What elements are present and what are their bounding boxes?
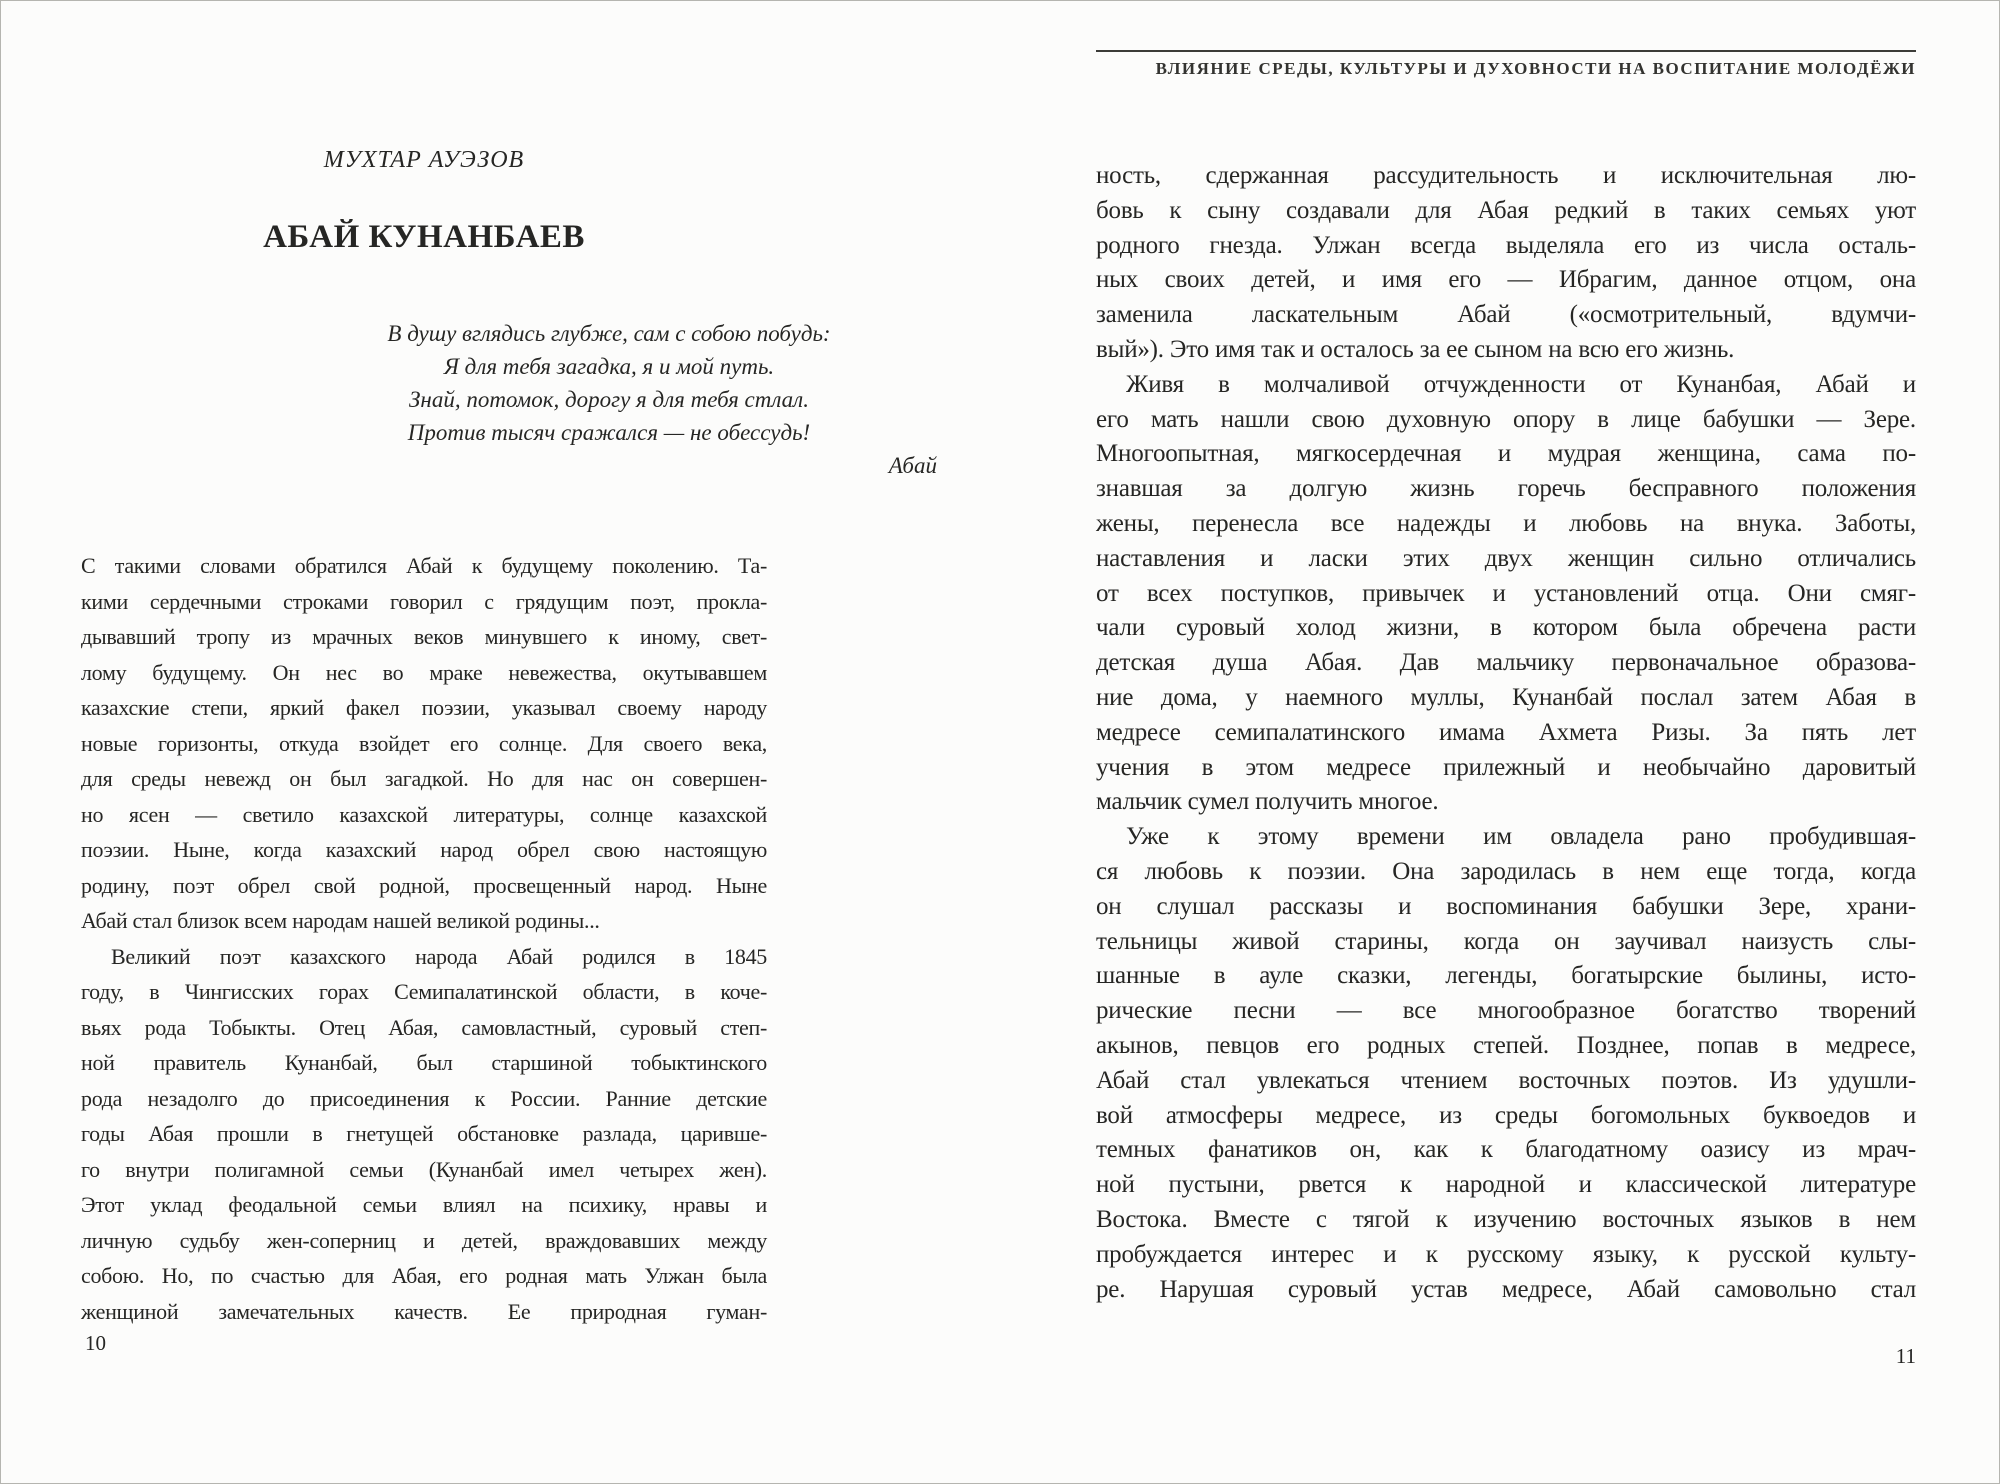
- text-line: акынов, певцов его родных степей. Позднее, попав в медресе,: [1096, 1031, 1916, 1059]
- epigraph-line: В душу вглядись глубже, сам с собою побудь:: [387, 321, 831, 346]
- running-head-rule: [1096, 50, 1916, 52]
- text-line: Живя в молчаливой отчужденности от Кунанбая, Абай и: [1126, 370, 1916, 398]
- text-line: Востока. Вместе с тягой к изучению восточных языков в нем: [1096, 1205, 1916, 1233]
- text-line: Уже к этому времени им овладела рано пробудившая-: [1126, 823, 1916, 851]
- text-line: году, в Чингисских горах Семипалатинской области, в коче-: [81, 979, 767, 1004]
- text-line: вьях рода Тобыкты. Отец Абая, самовластный, суровый степ-: [81, 1014, 767, 1040]
- text-line: казахские степи, яркий факел поэзии, указывал своему народу: [81, 695, 767, 720]
- text-line: тельницы живой старины, когда он заучивал наизусть слы-: [1096, 927, 1916, 955]
- chapter-title: АБАЙ КУНАНБАЕВ: [263, 219, 585, 255]
- text-line: от всех поступков, привычек и установлений отца. Они смяг-: [1096, 579, 1916, 607]
- text-line: бовь к сыну создавали для Абая редкий в таких семьях уют: [1096, 196, 1916, 224]
- text-line: он слушал рассказы и воспоминания бабушки Зере, храни-: [1096, 892, 1916, 920]
- page-number-left: 10: [85, 1331, 106, 1355]
- epigraph-line: Знай, потомок, дорогу я для тебя стлал.: [409, 387, 809, 412]
- text-line: лому будущему. Он нес во мраке невежества, окутывавшем: [81, 659, 767, 685]
- epigraph-attribution: Абай: [888, 453, 937, 478]
- epigraph-line: Против тысяч сражался — не обессудь!: [407, 420, 811, 445]
- text-line: чали суровый холод жизни, в котором была обречена расти: [1096, 614, 1916, 642]
- text-line: темных фанатиков он, как к благодатному оазису из мрач-: [1096, 1136, 1916, 1164]
- text-line: мальчик сумел получить многое.: [1096, 788, 1439, 816]
- text-line: С такими словами обратился Абай к будущему поколению. Та-: [81, 553, 767, 578]
- text-line: ных своих детей, и имя его — Ибрагим, данное отцом, она: [1096, 266, 1916, 294]
- author-line: МУХТАР АУЭЗОВ: [323, 147, 525, 173]
- right-page-body-text: [1096, 159, 1916, 1307]
- text-line: жены, перенесла все надежды и любовь на внука. Заботы,: [1096, 509, 1916, 537]
- text-line: личную судьбу жен-соперниц и детей, враждовавших между: [81, 1227, 767, 1253]
- text-line: ся любовь к поэзии. Она зародилась в нем еще тогда, когда: [1096, 857, 1916, 885]
- text-line: ре. Нарушая суровый устав медресе, Абай самовольно стал: [1096, 1275, 1916, 1303]
- text-line: Многоопытная, мягкосердечная и мудрая женщина, сама по-: [1096, 440, 1916, 468]
- text-line: поэзии. Ныне, когда казахский народ обрел свою настоящую: [81, 837, 767, 862]
- text-line: знавшая за долгую жизнь горечь бесправного положения: [1096, 475, 1916, 503]
- text-line: наставления и ласки этих двух женщин сильно отличались: [1096, 544, 1916, 572]
- text-line: родного гнезда. Улжан всегда выделяла его из числа осталь-: [1096, 231, 1916, 259]
- text-line: Абай стал увлекаться чтением восточных поэтов. Из удушли-: [1096, 1066, 1916, 1094]
- text-line: Великий поэт казахского народа Абай родился в 1845: [111, 943, 767, 969]
- text-line: женщиной замечательных качеств. Ее природная гуман-: [81, 1298, 767, 1324]
- paragraph: [1096, 159, 1916, 368]
- text-line: Этот уклад феодальной семьи влиял на психику, нравы и: [81, 1192, 767, 1217]
- text-line: пробуждается интерес и к русскому языку, к русской культу-: [1096, 1240, 1916, 1268]
- text-line: ность, сдержанная рассудительность и исключительная лю-: [1096, 162, 1916, 189]
- text-line: вой атмосферы медресе, из среды богомольных буквоедов и: [1096, 1101, 1916, 1129]
- paragraph: [81, 939, 767, 1330]
- epigraph: [281, 317, 937, 449]
- paragraph: [1096, 820, 1916, 1307]
- text-line: детская душа Абая. Дав мальчику первоначальное образова-: [1096, 649, 1916, 677]
- text-line: Абай стал близок всем народам нашей великой родины...: [81, 908, 600, 933]
- text-line: дывавший тропу из мрачных веков минувшего к иному, свет-: [81, 624, 767, 649]
- text-line: ной пустыни, рвется к народной и классической литературе: [1096, 1171, 1916, 1199]
- text-line: го внутри полигамной семьи (Кунанбай имел четырех жен).: [81, 1156, 767, 1182]
- running-head: ВЛИЯНИЕ СРЕДЫ, КУЛЬТУРЫ И ДУХОВНОСТИ НА ВОСПИТАНИЕ МОЛОДЁЖИ: [1155, 59, 1916, 78]
- text-line: заменила ласкательным Абай («осмотрительный, вдумчи-: [1096, 301, 1916, 329]
- paragraph: [1096, 368, 1916, 820]
- text-line: учения в этом медресе прилежный и необычайно даровитый: [1096, 753, 1916, 781]
- text-line: рические песни — все многообразное богатство творений: [1096, 997, 1916, 1025]
- text-line: рода незадолго до присоединения к России. Ранние детские: [81, 1085, 767, 1111]
- text-line: годы Абая прошли в гнетущей обстановке разлада, царивше-: [81, 1121, 767, 1146]
- text-line: шанные в ауле сказки, легенды, богатырские былины, исто-: [1096, 962, 1916, 990]
- page-number-right: 11: [1895, 1344, 1916, 1368]
- left-page-body-text: [81, 548, 767, 1329]
- text-line: медресе семипалатинского имама Ахмета Ризы. За пять лет: [1096, 718, 1916, 746]
- text-line: родину, поэт обрел свой родной, просвещенный народ. Ныне: [81, 872, 767, 898]
- text-line: вый»). Это имя так и осталось за ее сыном на всю его жизнь.: [1096, 335, 1735, 363]
- text-line: но ясен — светило казахской литературы, солнце казахской: [81, 801, 767, 827]
- text-line: собою. Но, по счастью для Абая, его родная мать Улжан была: [81, 1263, 767, 1288]
- text-line: его мать нашли свою духовную опору в лице бабушки — Зере.: [1096, 405, 1916, 433]
- text-line: ной правитель Кунанбай, был старшиной тобыктинского: [81, 1050, 767, 1075]
- text-line: ние дома, у наемного муллы, Кунанбай послал затем Абая в: [1096, 683, 1916, 711]
- paragraph: [81, 548, 767, 939]
- text-line: кими сердечными строками говорил с грядущим поэт, прокла-: [81, 588, 767, 614]
- text-line: для среды невежд он был загадкой. Но для нас он совершен-: [81, 766, 767, 791]
- text-line: новые горизонты, откуда взойдет его солнце. Для своего века,: [81, 730, 767, 756]
- epigraph-line: Я для тебя загадка, я и мой путь.: [443, 354, 775, 379]
